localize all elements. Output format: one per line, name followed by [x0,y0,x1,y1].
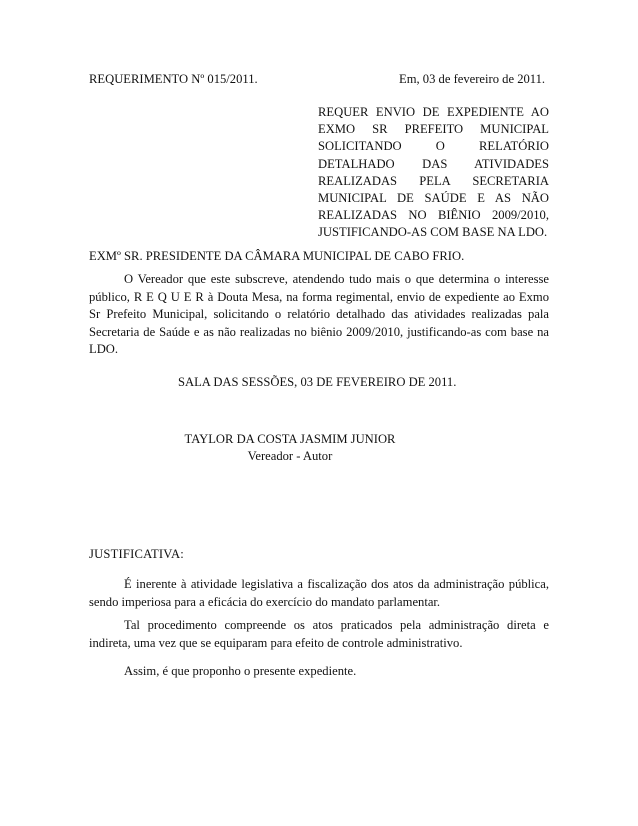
justification-paragraph: É inerente à atividade legislativa a fiscalização dos atos da administração pública, sendo imperiosa para a eficácia do exercício do mandato parlamentar. [89,577,549,609]
request-body-paragraph: O Vereador que este subscreve, atendendo tudo mais o que determina o interesse público, R E Q U E R à Douta Mesa, na forma regimental, envio de expediente ao Exmo Sr Prefeito Municipal, solicitando o relatório detalhado das atividades realizadas pala Secretaria de Saúde e as não realizadas no biênio 2009/2010, justificando-as com base na LDO. [89,272,549,357]
justification-paragraph: Tal procedimento compreende os atos praticados pela administração direta e indireta, uma vez que se equiparam para efeito de controle administrativo. [89,618,549,650]
session-date-line: SALA DAS SESSÕES, 03 DE FEVEREIRO DE 2011. [178,375,457,389]
justification-paragraph: Assim, é que proponho o presente expediente. [124,664,357,678]
signature-block [170,431,410,465]
document-date: Em, 03 de fevereiro de 2011. [399,72,546,86]
signatory-name: TAYLOR DA COSTA JASMIM JUNIOR [184,432,396,446]
justification-title: JUSTIFICATIVA: [89,547,184,561]
document-header [89,71,549,89]
addressee-line: EXMº SR. PRESIDENTE DA CÂMARA MUNICIPAL DE CABO FRIO. [89,249,465,263]
request-number: REQUERIMENTO Nº 015/2011. [89,72,258,86]
request-summary: REQUER ENVIO DE EXPEDIENTE AO EXMO SR PREFEITO MUNICIPAL SOLICITANDO O RELATÓRIO DETALHADO DAS ATIVIDADES REALIZADAS PELA SECRETARIA MUNICIPAL DE SAÚDE E AS NÃO REALIZADAS NO BIÊNIO 2009/2010, JUSTIFICANDO-AS COM BASE NA LDO. [318,105,549,240]
signatory-role: Vereador - Autor [247,449,333,463]
